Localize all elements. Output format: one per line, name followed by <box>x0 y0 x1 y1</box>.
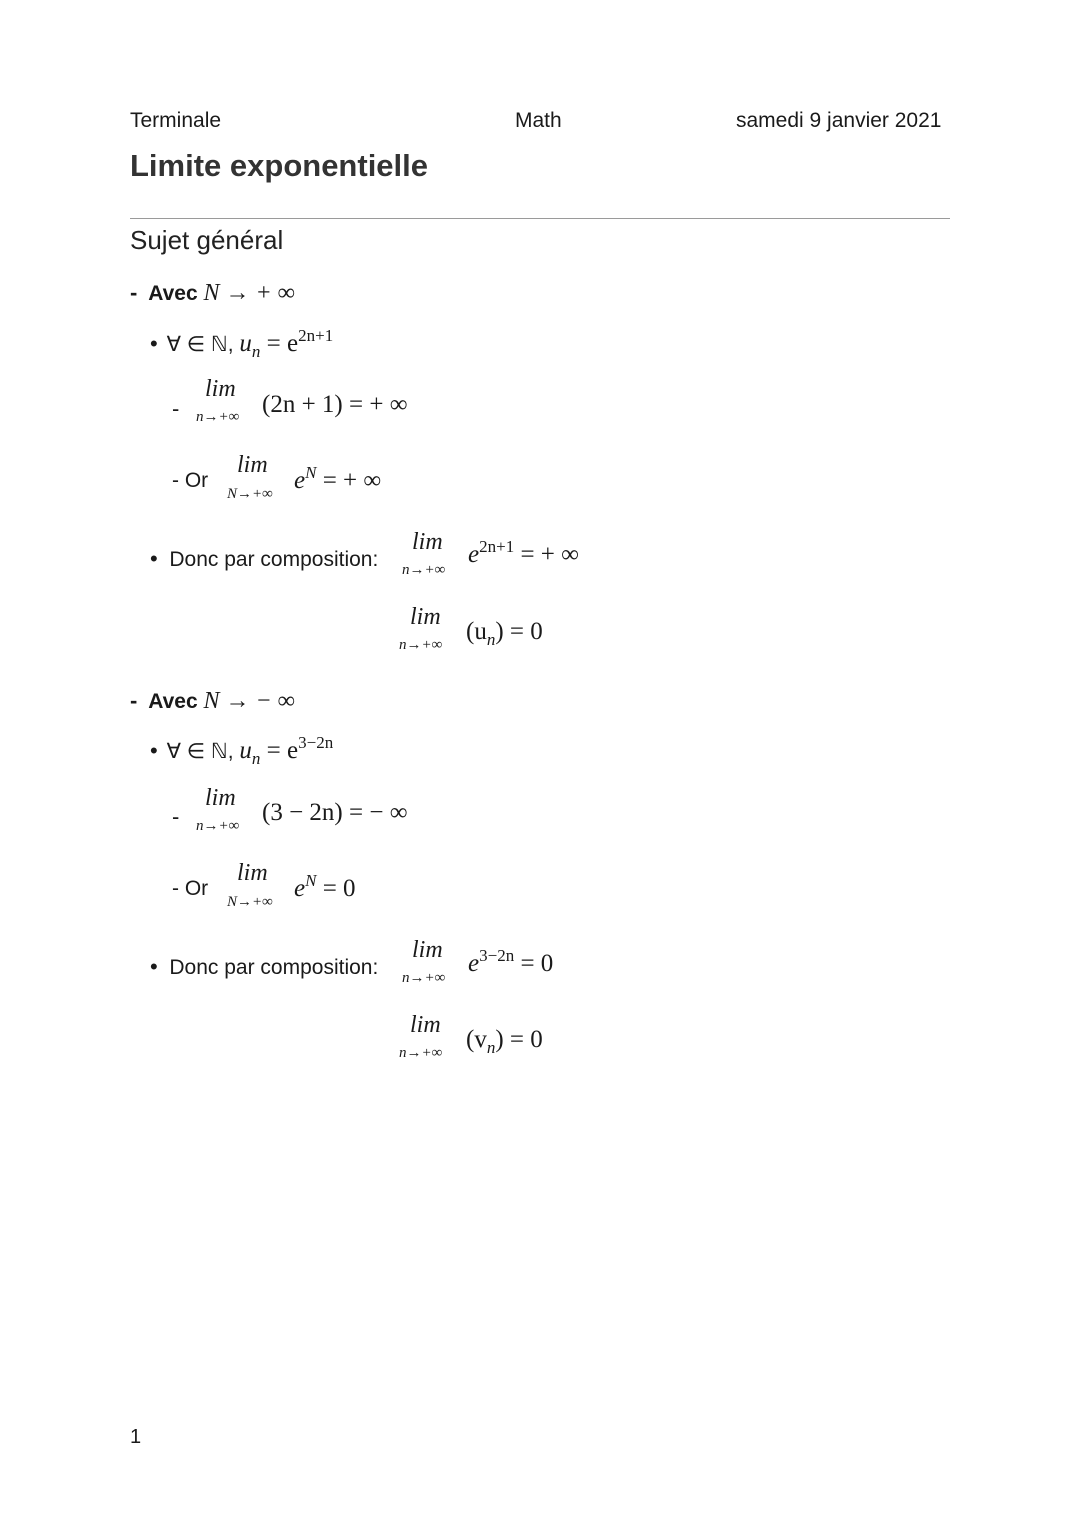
lim-word: lim <box>410 1012 441 1038</box>
lim-word: lim <box>410 604 441 630</box>
lim-expression <box>468 537 579 569</box>
section-condition: N → + ∞ <box>203 280 295 306</box>
bullet-marker: • <box>150 546 158 571</box>
lim-exp: 3−2n <box>479 946 515 965</box>
donc-label: Donc par composition: <box>169 548 379 571</box>
lim-rest: = 0 <box>514 950 554 977</box>
def-exp: 3−2n <box>298 733 334 752</box>
lim-exp: N <box>305 463 317 482</box>
lim-base: e <box>468 541 480 568</box>
lim-expression <box>466 1026 543 1058</box>
lim-word: lim <box>205 785 236 811</box>
lim-exp: 2n+1 <box>479 537 515 556</box>
sequence-definition <box>150 733 334 769</box>
lim-expression <box>294 463 382 495</box>
section-condition: N → − ∞ <box>203 688 295 714</box>
lim-word: lim <box>237 860 268 886</box>
section-heading-minus-infinity <box>130 688 295 715</box>
lim-subscript: n→+∞ <box>399 1045 443 1061</box>
lim-seq-sub: n <box>486 630 496 649</box>
header-course: Terminale <box>130 109 222 132</box>
conclusion-line <box>150 954 378 980</box>
section-label: Avec <box>148 282 198 305</box>
lim-expression <box>466 618 543 650</box>
or-line <box>172 877 208 901</box>
page-number: 1 <box>130 1426 142 1448</box>
lim-rest: = + ∞ <box>316 467 382 494</box>
lim-rest: = 0 <box>316 875 356 902</box>
lim-close: ) = 0 <box>495 618 543 645</box>
header-date: samedi 9 janvier 2021 <box>736 109 942 132</box>
page-subtitle: Sujet général <box>130 225 284 255</box>
lim-base: e <box>294 467 306 494</box>
lim-expression <box>468 946 554 978</box>
lim-word: lim <box>412 529 443 555</box>
def-prefix: ∀ ∈ ℕ, <box>166 740 240 763</box>
lim-open: (u <box>466 618 487 645</box>
dash-marker: - <box>172 469 179 492</box>
bullet-marker: • <box>150 738 158 763</box>
lim-subscript: N→+∞ <box>227 894 273 910</box>
conclusion-line <box>150 546 378 572</box>
lim-base: e <box>294 875 306 902</box>
lim-subscript: n→+∞ <box>399 637 443 653</box>
def-seq: u <box>239 737 252 764</box>
lim-expression: (3 − 2n) = − ∞ <box>262 799 408 826</box>
dash-marker: - <box>172 396 180 421</box>
header-subject: Math <box>515 109 562 132</box>
def-eq: = e <box>260 330 299 357</box>
def-prefix: ∀ ∈ ℕ, <box>166 333 240 356</box>
dash-marker: - <box>172 877 179 900</box>
dash-marker: - <box>172 804 180 829</box>
or-label: Or <box>184 469 209 492</box>
lim-word: lim <box>237 452 268 478</box>
lim-seq-sub: n <box>486 1038 496 1057</box>
section-label: Avec <box>148 690 198 713</box>
lim-subscript: n→+∞ <box>402 562 446 578</box>
lim-open: (v <box>466 1026 487 1053</box>
divider <box>130 218 950 219</box>
sequence-definition <box>150 326 334 362</box>
def-seq: u <box>239 330 252 357</box>
bullet-marker: • <box>150 954 158 979</box>
lim-expression: (2n + 1) = + ∞ <box>262 391 408 418</box>
bullet-marker: • <box>150 331 158 356</box>
lim-subscript: n→+∞ <box>196 409 240 425</box>
lim-exp: N <box>305 871 317 890</box>
dash-marker: - <box>130 280 138 305</box>
or-line <box>172 469 208 493</box>
def-seq-sub: n <box>251 342 261 361</box>
def-exp: 2n+1 <box>298 326 334 345</box>
lim-subscript: n→+∞ <box>402 970 446 986</box>
lim-word: lim <box>412 937 443 963</box>
donc-label: Donc par composition: <box>169 956 379 979</box>
section-heading-plus-infinity <box>130 280 295 307</box>
lim-close: ) = 0 <box>495 1026 543 1053</box>
page-title: Limite exponentielle <box>130 148 429 183</box>
def-seq-sub: n <box>251 749 261 768</box>
def-eq: = e <box>260 737 299 764</box>
dash-marker: - <box>130 688 138 713</box>
lim-rest: = + ∞ <box>514 541 579 568</box>
lim-subscript: N→+∞ <box>227 486 273 502</box>
or-label: Or <box>184 877 209 900</box>
lim-word: lim <box>205 376 236 402</box>
lim-expression <box>294 871 356 903</box>
lim-subscript: n→+∞ <box>196 818 240 834</box>
lim-base: e <box>468 950 480 977</box>
